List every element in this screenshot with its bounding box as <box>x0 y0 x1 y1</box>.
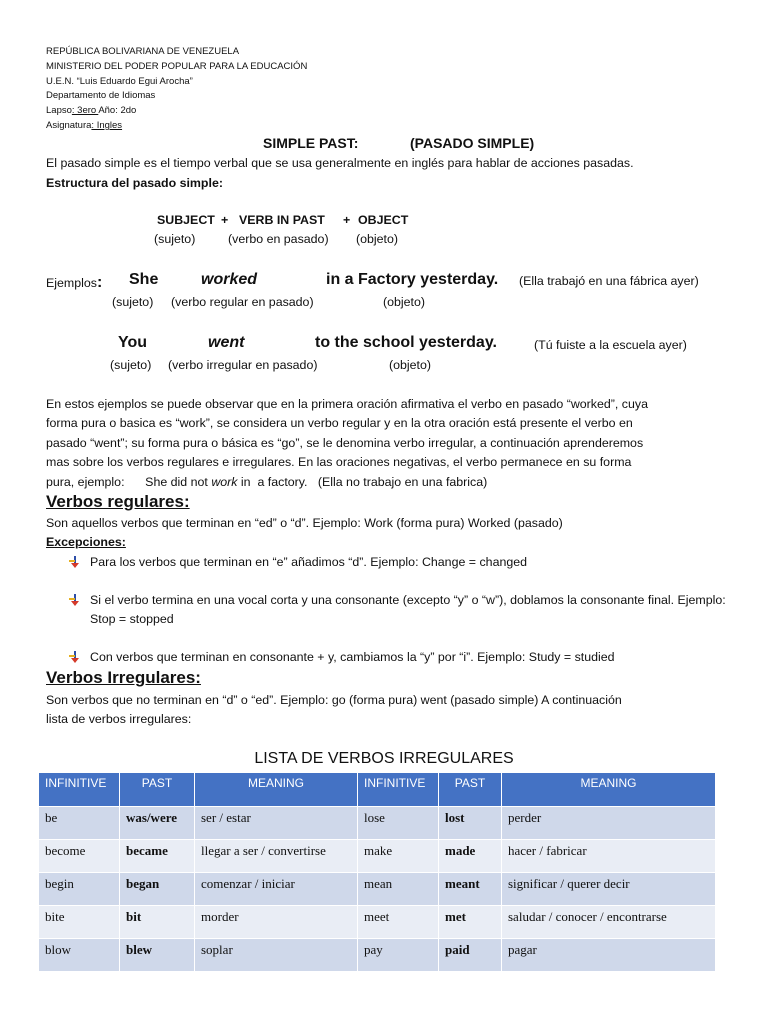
formula-plus-2: + <box>343 213 351 227</box>
table-cell: saludar / conocer / encontrarse <box>502 906 716 939</box>
irregulares-text-line2: lista de verbos irregulares: <box>46 712 192 726</box>
title-pasado-simple: (PASADO SIMPLE) <box>410 135 535 151</box>
ejemplos-word: Ejemplos <box>46 276 97 290</box>
column-header: MEANING <box>502 773 716 807</box>
table-row <box>39 840 716 873</box>
lapso-value: : 3ero <box>71 105 99 116</box>
table-cell: make <box>358 840 439 873</box>
table-row <box>39 873 716 906</box>
example2-translation: (Tú fuiste a la escuela ayer) <box>534 338 687 352</box>
formula-object: OBJECT <box>358 213 409 227</box>
title-simple-past: SIMPLE PAST: <box>263 135 359 151</box>
ejemplos-label <box>46 274 102 292</box>
table-row <box>39 939 716 972</box>
formula-sub-subject: (sujeto) <box>154 232 196 246</box>
anio-value: Año: 2do <box>98 105 137 116</box>
table-row <box>39 807 716 840</box>
table-cell: mean <box>358 873 439 906</box>
excepciones-heading: Excepciones: <box>46 535 126 549</box>
formula-sub-verb: (verbo en pasado) <box>228 232 329 246</box>
formula-verb: VERB IN PAST <box>239 213 325 227</box>
table-cell: soplar <box>195 939 358 972</box>
regulares-text: Son aquellos verbos que terminan en “ed” o “d”. Ejemplo: Work (forma pura) Worked (pasado) <box>46 516 563 530</box>
formula-sub-object: (objeto) <box>356 232 399 246</box>
exception-item <box>90 648 740 667</box>
example1-translation: (Ella trabajó en una fábrica ayer) <box>519 274 699 288</box>
table-cell: began <box>120 873 195 906</box>
bullet-arrow-icon <box>68 555 82 569</box>
table-cell: meant <box>439 873 502 906</box>
table-header-row <box>39 773 716 807</box>
table-row <box>39 906 716 939</box>
column-header: PAST <box>120 773 195 807</box>
example2-subject: You <box>118 334 148 351</box>
intro-text: El pasado simple es el tiempo verbal que se usa generalmente en inglés para hablar de acciones pasadas. <box>46 156 634 170</box>
irregular-verbs-table <box>38 772 716 972</box>
formula-subject: SUBJECT <box>157 213 215 227</box>
exception-item <box>90 591 740 628</box>
table-cell: paid <box>439 939 502 972</box>
example2-rest: to the school yesterday. <box>315 334 497 351</box>
table-cell: bite <box>39 906 120 939</box>
header-line-ministerio: MINISTERIO DEL PODER POPULAR PARA LA EDUCACIÓN <box>46 61 308 72</box>
table-cell: pay <box>358 939 439 972</box>
example2-sub-verb: (verbo irregular en pasado) <box>168 358 318 372</box>
estructura-heading: Estructura del pasado simple: <box>46 176 223 190</box>
irregulares-heading: Verbos Irregulares: <box>46 668 201 687</box>
header-line-lapso <box>46 105 136 116</box>
table-title: LISTA DE VERBOS IRREGULARES <box>254 750 514 767</box>
paragraph-line: mas sobre los verbos regulares e irregulares. En las oraciones negativas, el verbo permanece en su forma <box>46 455 632 470</box>
asignatura-value: : Ingles <box>91 120 123 131</box>
regulares-heading: Verbos regulares: <box>46 492 190 511</box>
table-cell: meet <box>358 906 439 939</box>
column-header: MEANING <box>195 773 358 807</box>
table-cell: become <box>39 840 120 873</box>
header-line-asignatura <box>46 120 122 131</box>
example2-sub-subject: (sujeto) <box>110 358 152 372</box>
table-cell: met <box>439 906 502 939</box>
table-cell: blow <box>39 939 120 972</box>
bullet-arrow-icon <box>68 650 82 664</box>
explanation-paragraph <box>46 395 726 492</box>
header-line-school: U.E.N. “Luis Eduardo Egui Arocha” <box>46 76 193 87</box>
example1-sub-verb: (verbo regular en pasado) <box>171 295 314 309</box>
table-cell: pagar <box>502 939 716 972</box>
paragraph-italic-word: work <box>211 474 238 489</box>
column-header: INFINITIVE <box>358 773 439 807</box>
paragraph-line: En estos ejemplos se puede observar que en la primera oración afirmativa el verbo en pasado “worked”, cuya <box>46 397 648 411</box>
exception-item <box>90 553 740 572</box>
paragraph-line: forma pura o basica es “work”, se considera un verbo regular y en la otra oración está presente el verbo en <box>46 416 633 431</box>
table-cell: lost <box>439 807 502 840</box>
example1-sub-subject: (sujeto) <box>112 295 154 309</box>
asignatura-label: Asignatura <box>46 120 92 131</box>
table-cell: significar / querer decir <box>502 873 716 906</box>
ejemplos-colon: : <box>96 274 103 291</box>
table-cell: made <box>439 840 502 873</box>
irregulares-text-line1: Son verbos que no terminan en “d” o “ed”. Ejemplo: go (forma pura) went (pasado simple) A continuación <box>46 693 622 707</box>
example1-subject: She <box>129 271 159 288</box>
paragraph-line <box>46 473 726 492</box>
header-line-republica: REPÚBLICA BOLIVARIANA DE VENEZUELA <box>46 46 240 57</box>
header-line-department: Departamento de Idiomas <box>46 90 156 101</box>
exception-text: Para los verbos que terminan en “e” añadimos “d”. Ejemplo: Change = changed <box>90 555 528 569</box>
example2-sub-object: (objeto) <box>389 358 432 372</box>
example1-sub-object: (objeto) <box>383 295 426 309</box>
table-cell: was/were <box>120 807 195 840</box>
table-cell: morder <box>195 906 358 939</box>
table-cell: llegar a ser / convertirse <box>195 840 358 873</box>
example1-verb: worked <box>201 271 258 288</box>
column-header: PAST <box>439 773 502 807</box>
lapso-label: Lapso <box>46 105 72 116</box>
table-cell: perder <box>502 807 716 840</box>
example1-rest: in a Factory yesterday. <box>326 271 499 288</box>
paragraph-text: pura, ejemplo: She did not <box>46 474 212 489</box>
formula-plus-1: + <box>221 213 229 227</box>
table-cell: blew <box>120 939 195 972</box>
exception-text: Con verbos que terminan en consonante + y, cambiamos la “y” por “i”. Ejemplo: Study = studied <box>90 650 615 664</box>
bullet-arrow-icon <box>68 593 82 607</box>
table-cell: became <box>120 840 195 873</box>
paragraph-line: pasado “went”; su forma pura o básica es “go”, se le denomina verbo irregular, a continuación aprenderemos <box>46 435 644 450</box>
table-cell: be <box>39 807 120 840</box>
table-cell: lose <box>358 807 439 840</box>
table-cell: bit <box>120 906 195 939</box>
table-cell: hacer / fabricar <box>502 840 716 873</box>
column-header: INFINITIVE <box>39 773 120 807</box>
example2-verb: went <box>208 334 245 351</box>
table-cell: begin <box>39 873 120 906</box>
paragraph-text: in a factory. (Ella no trabajo en una fabrica) <box>237 474 488 489</box>
table-cell: comenzar / iniciar <box>195 873 358 906</box>
table-cell: ser / estar <box>195 807 358 840</box>
exception-text: Si el verbo termina en una vocal corta y una consonante (excepto “y” o “w”), doblamos la consonante final. Ejemplo: Stop = stopped <box>90 593 726 626</box>
